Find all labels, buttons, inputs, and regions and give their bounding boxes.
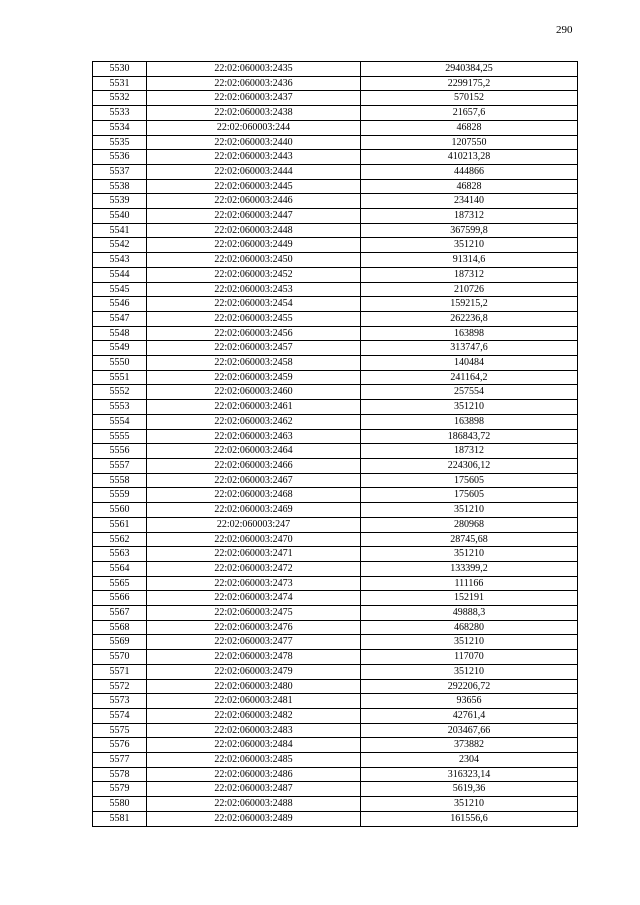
value-cell: 444866 bbox=[361, 164, 578, 179]
value-cell: 2304 bbox=[361, 753, 578, 768]
value-cell: 351210 bbox=[361, 797, 578, 812]
row-number-cell: 5564 bbox=[93, 561, 147, 576]
value-cell: 351210 bbox=[361, 238, 578, 253]
cadastral-number-cell: 22:02:060003:2474 bbox=[147, 591, 361, 606]
table-row bbox=[93, 503, 578, 518]
cadastral-number-cell: 22:02:060003:2479 bbox=[147, 664, 361, 679]
value-cell: 117070 bbox=[361, 650, 578, 665]
table-row bbox=[93, 811, 578, 826]
value-cell: 42761,4 bbox=[361, 708, 578, 723]
cadastral-number-cell: 22:02:060003:2485 bbox=[147, 753, 361, 768]
cadastral-number-cell: 22:02:060003:2436 bbox=[147, 76, 361, 91]
table-row bbox=[93, 473, 578, 488]
table-body bbox=[93, 62, 578, 827]
value-cell: 351210 bbox=[361, 503, 578, 518]
row-number-cell: 5563 bbox=[93, 547, 147, 562]
value-cell: 351210 bbox=[361, 664, 578, 679]
row-number-cell: 5561 bbox=[93, 517, 147, 532]
table-row bbox=[93, 267, 578, 282]
value-cell: 1207550 bbox=[361, 135, 578, 150]
row-number-cell: 5550 bbox=[93, 356, 147, 371]
table-row bbox=[93, 209, 578, 224]
cadastral-number-cell: 22:02:060003:2445 bbox=[147, 179, 361, 194]
table-row bbox=[93, 400, 578, 415]
table-row bbox=[93, 150, 578, 165]
value-cell: 203467,66 bbox=[361, 723, 578, 738]
table-row bbox=[93, 532, 578, 547]
table-row bbox=[93, 62, 578, 77]
row-number-cell: 5531 bbox=[93, 76, 147, 91]
cadastral-number-cell: 22:02:060003:2437 bbox=[147, 91, 361, 106]
value-cell: 46828 bbox=[361, 179, 578, 194]
row-number-cell: 5575 bbox=[93, 723, 147, 738]
value-cell: 351210 bbox=[361, 635, 578, 650]
table-row bbox=[93, 708, 578, 723]
table-row bbox=[93, 650, 578, 665]
value-cell: 161556,6 bbox=[361, 811, 578, 826]
value-cell: 373882 bbox=[361, 738, 578, 753]
cadastral-number-cell: 22:02:060003:2480 bbox=[147, 679, 361, 694]
value-cell: 313747,6 bbox=[361, 341, 578, 356]
cadastral-number-cell: 22:02:060003:2459 bbox=[147, 370, 361, 385]
table-row bbox=[93, 238, 578, 253]
cadastral-number-cell: 22:02:060003:2472 bbox=[147, 561, 361, 576]
table-row bbox=[93, 664, 578, 679]
value-cell: 351210 bbox=[361, 400, 578, 415]
row-number-cell: 5551 bbox=[93, 370, 147, 385]
cadastral-number-cell: 22:02:060003:2483 bbox=[147, 723, 361, 738]
value-cell: 187312 bbox=[361, 267, 578, 282]
row-number-cell: 5560 bbox=[93, 503, 147, 518]
value-cell: 21657,6 bbox=[361, 106, 578, 121]
table-row bbox=[93, 429, 578, 444]
row-number-cell: 5535 bbox=[93, 135, 147, 150]
cadastral-number-cell: 22:02:060003:2452 bbox=[147, 267, 361, 282]
row-number-cell: 5572 bbox=[93, 679, 147, 694]
table-row bbox=[93, 517, 578, 532]
cadastral-number-cell: 22:02:060003:2454 bbox=[147, 297, 361, 312]
value-cell: 187312 bbox=[361, 209, 578, 224]
table-row bbox=[93, 561, 578, 576]
row-number-cell: 5579 bbox=[93, 782, 147, 797]
cadastral-number-cell: 22:02:060003:2488 bbox=[147, 797, 361, 812]
cadastral-number-cell: 22:02:060003:2469 bbox=[147, 503, 361, 518]
row-number-cell: 5568 bbox=[93, 620, 147, 635]
value-cell: 367599,8 bbox=[361, 223, 578, 238]
value-cell: 351210 bbox=[361, 547, 578, 562]
row-number-cell: 5539 bbox=[93, 194, 147, 209]
row-number-cell: 5556 bbox=[93, 444, 147, 459]
value-cell: 163898 bbox=[361, 326, 578, 341]
value-cell: 292206,72 bbox=[361, 679, 578, 694]
row-number-cell: 5581 bbox=[93, 811, 147, 826]
cadastral-number-cell: 22:02:060003:2444 bbox=[147, 164, 361, 179]
row-number-cell: 5544 bbox=[93, 267, 147, 282]
table-row bbox=[93, 106, 578, 121]
table-row bbox=[93, 311, 578, 326]
table-row bbox=[93, 444, 578, 459]
row-number-cell: 5578 bbox=[93, 767, 147, 782]
row-number-cell: 5571 bbox=[93, 664, 147, 679]
row-number-cell: 5577 bbox=[93, 753, 147, 768]
value-cell: 257554 bbox=[361, 385, 578, 400]
value-cell: 159215,2 bbox=[361, 297, 578, 312]
cadastral-number-cell: 22:02:060003:244 bbox=[147, 120, 361, 135]
row-number-cell: 5545 bbox=[93, 282, 147, 297]
row-number-cell: 5533 bbox=[93, 106, 147, 121]
table-row bbox=[93, 223, 578, 238]
table-row bbox=[93, 120, 578, 135]
table-row bbox=[93, 341, 578, 356]
table-row bbox=[93, 620, 578, 635]
table-row bbox=[93, 753, 578, 768]
table-row bbox=[93, 767, 578, 782]
value-cell: 280968 bbox=[361, 517, 578, 532]
cadastral-number-cell: 22:02:060003:2461 bbox=[147, 400, 361, 415]
table-row bbox=[93, 282, 578, 297]
table-row bbox=[93, 370, 578, 385]
value-cell: 5619,36 bbox=[361, 782, 578, 797]
row-number-cell: 5534 bbox=[93, 120, 147, 135]
cadastral-number-cell: 22:02:060003:2450 bbox=[147, 253, 361, 268]
row-number-cell: 5569 bbox=[93, 635, 147, 650]
row-number-cell: 5574 bbox=[93, 708, 147, 723]
cadastral-number-cell: 22:02:060003:2457 bbox=[147, 341, 361, 356]
value-cell: 262236,8 bbox=[361, 311, 578, 326]
table-row bbox=[93, 356, 578, 371]
value-cell: 93656 bbox=[361, 694, 578, 709]
row-number-cell: 5554 bbox=[93, 414, 147, 429]
cadastral-number-cell: 22:02:060003:2460 bbox=[147, 385, 361, 400]
cadastral-number-cell: 22:02:060003:2486 bbox=[147, 767, 361, 782]
cadastral-number-cell: 22:02:060003:2438 bbox=[147, 106, 361, 121]
row-number-cell: 5567 bbox=[93, 606, 147, 621]
row-number-cell: 5541 bbox=[93, 223, 147, 238]
cadastral-number-cell: 22:02:060003:2467 bbox=[147, 473, 361, 488]
value-cell: 468280 bbox=[361, 620, 578, 635]
row-number-cell: 5565 bbox=[93, 576, 147, 591]
cadastral-number-cell: 22:02:060003:2435 bbox=[147, 62, 361, 77]
cadastral-number-cell: 22:02:060003:2458 bbox=[147, 356, 361, 371]
row-number-cell: 5555 bbox=[93, 429, 147, 444]
value-cell: 49888,3 bbox=[361, 606, 578, 621]
value-cell: 2299175,2 bbox=[361, 76, 578, 91]
value-cell: 133399,2 bbox=[361, 561, 578, 576]
value-cell: 187312 bbox=[361, 444, 578, 459]
cadastral-number-cell: 22:02:060003:2449 bbox=[147, 238, 361, 253]
cadastral-value-table bbox=[92, 61, 578, 827]
row-number-cell: 5576 bbox=[93, 738, 147, 753]
row-number-cell: 5566 bbox=[93, 591, 147, 606]
table-row bbox=[93, 253, 578, 268]
page-number: 290 bbox=[556, 24, 573, 36]
table-row bbox=[93, 326, 578, 341]
table-row bbox=[93, 135, 578, 150]
cadastral-number-cell: 22:02:060003:2453 bbox=[147, 282, 361, 297]
table-row bbox=[93, 297, 578, 312]
table-row bbox=[93, 679, 578, 694]
table-row bbox=[93, 488, 578, 503]
row-number-cell: 5580 bbox=[93, 797, 147, 812]
table-row bbox=[93, 576, 578, 591]
cadastral-number-cell: 22:02:060003:2466 bbox=[147, 458, 361, 473]
row-number-cell: 5536 bbox=[93, 150, 147, 165]
table-row bbox=[93, 591, 578, 606]
row-number-cell: 5562 bbox=[93, 532, 147, 547]
value-cell: 163898 bbox=[361, 414, 578, 429]
value-cell: 111166 bbox=[361, 576, 578, 591]
value-cell: 316323,14 bbox=[361, 767, 578, 782]
table-row bbox=[93, 194, 578, 209]
row-number-cell: 5557 bbox=[93, 458, 147, 473]
cadastral-number-cell: 22:02:060003:247 bbox=[147, 517, 361, 532]
cadastral-number-cell: 22:02:060003:2456 bbox=[147, 326, 361, 341]
table-row bbox=[93, 723, 578, 738]
value-cell: 210726 bbox=[361, 282, 578, 297]
table-row bbox=[93, 164, 578, 179]
cadastral-number-cell: 22:02:060003:2484 bbox=[147, 738, 361, 753]
table-row bbox=[93, 547, 578, 562]
cadastral-number-cell: 22:02:060003:2482 bbox=[147, 708, 361, 723]
row-number-cell: 5540 bbox=[93, 209, 147, 224]
row-number-cell: 5553 bbox=[93, 400, 147, 415]
value-cell: 234140 bbox=[361, 194, 578, 209]
row-number-cell: 5570 bbox=[93, 650, 147, 665]
cadastral-number-cell: 22:02:060003:2455 bbox=[147, 311, 361, 326]
value-cell: 2940384,25 bbox=[361, 62, 578, 77]
cadastral-number-cell: 22:02:060003:2487 bbox=[147, 782, 361, 797]
row-number-cell: 5542 bbox=[93, 238, 147, 253]
cadastral-number-cell: 22:02:060003:2468 bbox=[147, 488, 361, 503]
cadastral-number-cell: 22:02:060003:2462 bbox=[147, 414, 361, 429]
cadastral-number-cell: 22:02:060003:2447 bbox=[147, 209, 361, 224]
row-number-cell: 5549 bbox=[93, 341, 147, 356]
table-row bbox=[93, 414, 578, 429]
value-cell: 46828 bbox=[361, 120, 578, 135]
value-cell: 140484 bbox=[361, 356, 578, 371]
cadastral-number-cell: 22:02:060003:2470 bbox=[147, 532, 361, 547]
cadastral-number-cell: 22:02:060003:2473 bbox=[147, 576, 361, 591]
row-number-cell: 5548 bbox=[93, 326, 147, 341]
table-row bbox=[93, 458, 578, 473]
table-row bbox=[93, 91, 578, 106]
row-number-cell: 5573 bbox=[93, 694, 147, 709]
value-cell: 241164,2 bbox=[361, 370, 578, 385]
cadastral-number-cell: 22:02:060003:2475 bbox=[147, 606, 361, 621]
row-number-cell: 5538 bbox=[93, 179, 147, 194]
row-number-cell: 5558 bbox=[93, 473, 147, 488]
row-number-cell: 5552 bbox=[93, 385, 147, 400]
value-cell: 28745,68 bbox=[361, 532, 578, 547]
cadastral-number-cell: 22:02:060003:2440 bbox=[147, 135, 361, 150]
cadastral-number-cell: 22:02:060003:2464 bbox=[147, 444, 361, 459]
cadastral-number-cell: 22:02:060003:2448 bbox=[147, 223, 361, 238]
cadastral-number-cell: 22:02:060003:2489 bbox=[147, 811, 361, 826]
table-row bbox=[93, 782, 578, 797]
value-cell: 91314,6 bbox=[361, 253, 578, 268]
table-row bbox=[93, 694, 578, 709]
cadastral-number-cell: 22:02:060003:2481 bbox=[147, 694, 361, 709]
row-number-cell: 5530 bbox=[93, 62, 147, 77]
cadastral-number-cell: 22:02:060003:2463 bbox=[147, 429, 361, 444]
row-number-cell: 5543 bbox=[93, 253, 147, 268]
table-row bbox=[93, 385, 578, 400]
value-cell: 175605 bbox=[361, 473, 578, 488]
cadastral-number-cell: 22:02:060003:2471 bbox=[147, 547, 361, 562]
cadastral-number-cell: 22:02:060003:2477 bbox=[147, 635, 361, 650]
table-row bbox=[93, 738, 578, 753]
value-cell: 175605 bbox=[361, 488, 578, 503]
row-number-cell: 5559 bbox=[93, 488, 147, 503]
cadastral-number-cell: 22:02:060003:2476 bbox=[147, 620, 361, 635]
table-row bbox=[93, 179, 578, 194]
value-cell: 410213,28 bbox=[361, 150, 578, 165]
cadastral-number-cell: 22:02:060003:2478 bbox=[147, 650, 361, 665]
value-cell: 224306,12 bbox=[361, 458, 578, 473]
table-row bbox=[93, 76, 578, 91]
row-number-cell: 5547 bbox=[93, 311, 147, 326]
table-row bbox=[93, 606, 578, 621]
value-cell: 186843,72 bbox=[361, 429, 578, 444]
row-number-cell: 5532 bbox=[93, 91, 147, 106]
table-row bbox=[93, 635, 578, 650]
row-number-cell: 5546 bbox=[93, 297, 147, 312]
cadastral-number-cell: 22:02:060003:2446 bbox=[147, 194, 361, 209]
value-cell: 570152 bbox=[361, 91, 578, 106]
value-cell: 152191 bbox=[361, 591, 578, 606]
cadastral-number-cell: 22:02:060003:2443 bbox=[147, 150, 361, 165]
row-number-cell: 5537 bbox=[93, 164, 147, 179]
table-row bbox=[93, 797, 578, 812]
